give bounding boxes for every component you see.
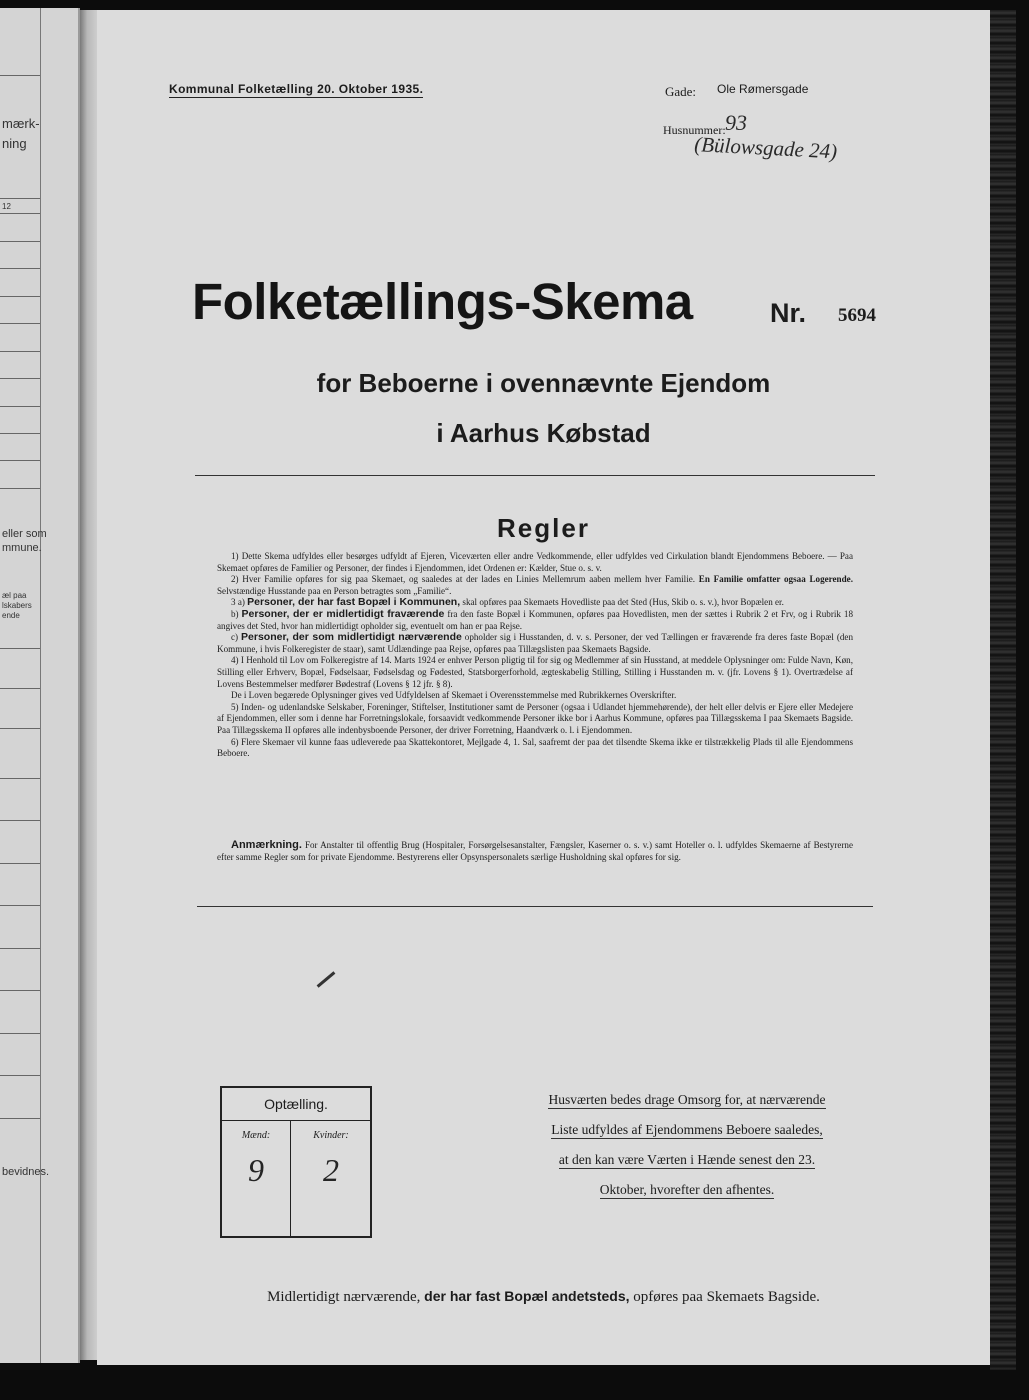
rule-3a: 3 a) Personer, der har fast Bopæl i Kommunen, skal opføres paa Skemaets Hovedliste paa det Sted (Hus, Skib o. s. v.), hvor Bopælen er. [231, 596, 784, 609]
page-gutter [80, 10, 98, 1360]
left-rule [0, 1075, 40, 1076]
husnummer-label: Husnummer: [663, 123, 726, 137]
left-rule [0, 433, 40, 434]
left-rule [0, 488, 40, 489]
left-fragment: lskabers [2, 601, 32, 610]
left-rule [0, 948, 40, 949]
women-count: 2 [323, 1152, 339, 1188]
instruction-line: Liste udfyldes af Ejendommens Beboere saaledes, [551, 1122, 823, 1137]
left-rule [0, 820, 40, 821]
census-form-page [97, 10, 990, 1365]
gade-label: Gade: [665, 84, 697, 99]
left-fragment: mmune. [2, 542, 42, 554]
remark-text: For Anstalter til offentlig Brug (Hospitaler, Forsørgelsesanstalter, Fængsler, Kaserner o. s. v.) samt Hoteller o. l. udfyldes Skemaerne af Bestyrerne efter samme Regler som for private Ejendomme. Bestyrerens eller Opsynspersonalets særlige Husholdning skal opføres for sig. [217, 840, 854, 862]
left-rule [0, 351, 40, 352]
left-rule [0, 990, 40, 991]
left-rule [0, 778, 40, 779]
left-rule [0, 460, 40, 461]
form-title: Folketællings-Skema [192, 273, 693, 330]
rule-3c: c) Personer, der som midlertidigt nærværende opholder sig i Husstanden, d. v. s. Personer, der ved Tællingen er fraværende fra deres faste Bopæl (den Kommune, i hvis Folkeregister de staar), samt Udlændinge paa Rejse, opføres paa Tillægslisten paa Skemaets Bagside. [217, 631, 854, 654]
left-fragment: 12 [2, 202, 11, 211]
left-rule [0, 688, 40, 689]
left-rule [0, 905, 40, 906]
remark-label: Anmærkning. [231, 839, 302, 851]
gade-value: Ole Rømersgade [717, 82, 809, 96]
rules-text [217, 551, 853, 760]
census-heading: Kommunal Folketælling 20. Oktober 1935. [169, 82, 424, 96]
rule-4: 4) I Henhold til Lov om Folkeregistre af 14. Marts 1924 er enhver Person pligtig til for sig og Medlemmer af sin Husstand, at meddele Oplysninger om: Fulde Navn, Køn, Stilling eller Erhverv, Bopæl, Fødselsaar, Fødselsdag og Fødested, Statsborgerforhold, ægteskabelig Stilling, Stilling i Husstanden m. v. (jfr. Lovens § 1). Overtrædelse af Lovens Bestemmelser medfører Bødestraf (Lovens § 12 jfr. § 8). [217, 655, 853, 689]
remark-block [217, 840, 853, 863]
instruction-line: Husværten bedes drage Omsorg for, at nærværende [548, 1092, 826, 1107]
landlord-instructions [517, 1092, 857, 1212]
left-rule [0, 213, 40, 214]
left-rule [0, 241, 40, 242]
left-rule [0, 863, 40, 864]
left-fragment: bevidnes. [2, 1166, 50, 1178]
left-rule [0, 406, 40, 407]
tally-heading: Optælling. [222, 1088, 370, 1121]
rule-5: 5) Inden- og udenlandske Selskaber, Foreninger, Stiftelser, Institutioner samt de Personer (ogsaa i Udlandet hjemmehørende), der helt eller delvis er Ejere eller Medejere af Ejendommen, eller som i denne har Forretningslokale, forsaavidt vedkommende Personer ikke bor i Aarhus Kommune, opføres paa Tillægsskema I paa Skemaets Bagside. Paa Tillægsskema II opføres alle indenbysboende Personer, der driver Forretning, Haandværk o. l. i Ejendommen. [217, 701, 853, 735]
left-rule [0, 323, 40, 324]
tally-box [220, 1086, 372, 1238]
left-fragment: æl paa [2, 591, 27, 600]
rules-heading: Regler [497, 513, 590, 543]
left-rule [0, 1118, 40, 1119]
women-label: Kvinder: [313, 1130, 349, 1141]
men-count: 9 [248, 1152, 264, 1188]
rule-4b: De i Loven begærede Oplysninger gives ved Udfyldelsen af Skemaet i Overensstemmelse med Rubrikkernes Overskrifter. [231, 690, 677, 701]
left-rule [0, 648, 40, 649]
left-fragment: eller som [2, 528, 47, 540]
divider [195, 475, 875, 476]
men-label: Mænd: [241, 1130, 271, 1141]
left-rule [0, 75, 40, 76]
form-number-label: Nr. [770, 298, 807, 328]
footer-note: Midlertidigt nærværende, der har fast Bopæl andetsteds, opføres paa Skemaets Bagside. [267, 1288, 820, 1305]
rule-3b: b) Personer, der er midlertidigt fraværende fra den faste Bopæl i Kommunen, opføres paa Hovedlisten, men der sættes i Rubrik 2 et Frv, og i Rubrik 18 angives det Sted, hvor han midlertidigt opholder sig, eventuelt om han er paa Rejse. [217, 607, 853, 631]
left-facing-page [0, 8, 80, 1363]
husnummer-alt-address: (Bülowsgade 24) [693, 132, 838, 164]
left-rule [0, 1033, 40, 1034]
left-rule [0, 296, 40, 297]
column-rule [40, 8, 41, 1363]
divider [197, 906, 873, 907]
husnummer-value: 93 [725, 110, 747, 135]
left-fragment: mærk- [2, 116, 40, 131]
binding-edge [990, 10, 1016, 1370]
pen-mark [317, 971, 336, 987]
left-fragment: ning [2, 136, 27, 151]
left-rule [0, 378, 40, 379]
instruction-line: Oktober, hvorefter den afhentes. [599, 1182, 775, 1197]
rule-6: 6) Flere Skemaer vil kunne faas udleverede paa Skattekontoret, Mejlgade 4, 1. Sal, saafremt der paa det tilsendte Skema ikke er tilstrækkelig Plads til alle Ejendommens Beboere. [217, 736, 853, 759]
instruction-line: at den kan være Værten i Hænde senest den 23. [558, 1152, 816, 1167]
form-subtitle: for Beboerne i ovennævnte Ejendom [316, 368, 771, 398]
left-rule [0, 268, 40, 269]
rule-2: 2) Hver Familie opføres for sig paa Skemaet, og saaledes at der lades en Linies Mellemrum aaben mellem hver Familie. En Familie omfatter ogsaa Logerende. Selvstændige Husstande paa en Person betragtes som „Familie“. [217, 574, 853, 596]
rule-1: 1) Dette Skema udfyldes eller besørges udfyldt af Ejeren, Viceværten eller andre Vedkommende, eller udfyldes ved Cirkulation blandt Ejendommens Beboere. — Paa Skemaet opføres de Familier og Personer, der findes i Ejendommen, idet Ordenen er: Kælder, Stue o. s. v. [217, 551, 853, 573]
tally-divider [290, 1121, 291, 1236]
form-number-value: 5694 [838, 305, 876, 326]
left-rule [0, 198, 40, 199]
left-rule [0, 728, 40, 729]
form-subtitle-city: i Aarhus Købstad [436, 418, 651, 448]
left-fragment: ende [2, 611, 20, 620]
